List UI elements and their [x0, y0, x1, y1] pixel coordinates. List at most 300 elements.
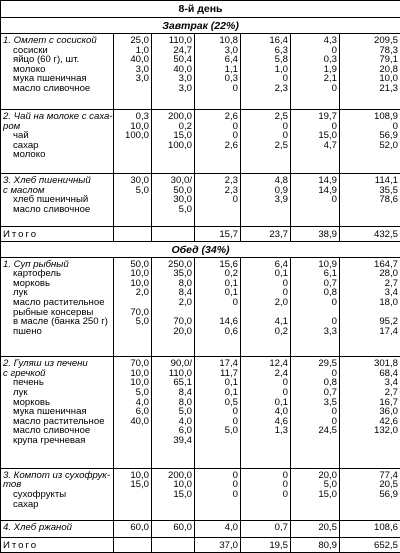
ingredient-value: 18,0 — [379, 296, 399, 308]
ingredient-name: мука пшеничная — [13, 73, 87, 85]
ingredient-value: 30,0 — [173, 194, 192, 206]
ingredient-value: 2,0 — [274, 296, 288, 308]
value-cell-col-6 — [291, 468, 340, 520]
ingredient-value: 0,6 — [224, 325, 238, 337]
ingredient-value: 0,2 — [224, 268, 238, 280]
ingredient-value: 68,4 — [379, 367, 399, 379]
value-cell-col-3 — [152, 257, 195, 357]
total-value-col-6: 80,9 — [291, 538, 340, 553]
dish-title: 4. Хлеб ржаной — [3, 522, 72, 534]
ingredient-name: масло сливочное — [13, 425, 91, 437]
ingredient-value: 5,0 — [178, 406, 192, 418]
ingredient-value: 3,0 — [224, 44, 238, 56]
dish-value: 110,0 — [168, 367, 192, 379]
value-cell-col-6 — [291, 110, 340, 174]
total-value-col-7: 432,5 — [340, 226, 400, 241]
ingredient-value: 28,0 — [379, 268, 399, 280]
value-cell-col-4 — [195, 174, 241, 226]
dish-name-cell — [1, 357, 114, 469]
value-cell-col-5 — [241, 521, 291, 538]
dish-name-cell — [1, 521, 114, 538]
ingredient-value: 6,3 — [274, 44, 288, 56]
ingredient-value: 14,9 — [318, 184, 337, 196]
dish-title: 1. Суп рыбный — [3, 258, 69, 270]
ingredient-value: 5,0 — [135, 316, 149, 328]
ingredient-value: 10,0 — [130, 367, 149, 379]
ingredient-value: 8,0 — [178, 277, 192, 289]
ingredient-value: 0,1 — [274, 396, 288, 408]
day-title: 8-й день — [1, 1, 400, 18]
value-cell-col-6 — [291, 257, 340, 357]
ingredient-value: 2,7 — [384, 387, 399, 399]
value-cell-col-4 — [195, 257, 241, 357]
ingredient-name: сахар — [13, 139, 39, 151]
value-cell-col-7 — [340, 257, 400, 357]
ingredient-name: масло растительное — [13, 415, 105, 427]
meal-header-row — [1, 241, 400, 257]
total-label: Итого — [1, 538, 114, 553]
ingredient-value: 3,4 — [384, 377, 399, 389]
ingredient-value: 1,0 — [135, 44, 149, 56]
ingredient-value: 24,7 — [173, 44, 192, 56]
value-cell-col-2 — [114, 110, 152, 174]
dish-value: 2,5 — [274, 111, 288, 123]
ingredient-value: 0,1 — [224, 387, 238, 399]
ingredient-value: 40,0 — [130, 415, 149, 427]
dish-name-cell — [1, 468, 114, 520]
ingredient-name: морковь — [13, 277, 51, 289]
ingredient-value: 1,9 — [323, 63, 337, 75]
dish-value: 60,0 — [130, 522, 149, 534]
dish-value: 0 — [282, 469, 288, 481]
ingredient-value: 0 — [331, 296, 337, 308]
ingredient-value: 14,6 — [219, 316, 238, 328]
ingredient-value: 10,0 — [173, 479, 192, 491]
dish-value: 19,7 — [318, 111, 337, 123]
value-cell-col-7 — [340, 357, 400, 469]
ingredient-value: 15,0 — [318, 130, 337, 142]
dish-row — [1, 521, 400, 538]
ingredient-value: 0 — [282, 287, 288, 299]
ingredient-value: 0 — [232, 296, 238, 308]
ingredient-value: 0,1 — [224, 377, 238, 389]
ingredient-value: 3,5 — [323, 396, 337, 408]
ingredient-name: лук — [13, 287, 28, 299]
value-cell-col-3 — [152, 521, 195, 538]
ingredient-value: 4,0 — [274, 406, 288, 418]
ingredient-value: 2,3 — [274, 82, 288, 94]
ingredient-name: молоко — [13, 149, 46, 161]
dish-row — [1, 174, 400, 226]
dish-value: 20,0 — [318, 469, 337, 481]
ingredient-value: 3,4 — [384, 287, 399, 299]
ingredient-name: масло сливочное — [13, 203, 91, 215]
dish-title: тов — [3, 479, 22, 491]
value-cell-col-5 — [241, 357, 291, 469]
value-cell-col-5 — [241, 174, 291, 226]
ingredient-value: 10,0 — [130, 120, 149, 132]
ingredient-value: 0 — [232, 194, 238, 206]
ingredient-value: 0 — [331, 367, 337, 379]
dish-value: 90,0/ — [170, 358, 192, 370]
ingredient-value: 0,2 — [274, 325, 288, 337]
ingredient-value: 132,0 — [374, 425, 399, 437]
value-cell-col-6 — [291, 34, 340, 110]
dish-title: ром — [3, 120, 21, 132]
ingredient-value: 0 — [232, 406, 238, 418]
dish-value: 108,9 — [374, 111, 399, 123]
ingredient-value: 6,0 — [135, 406, 149, 418]
ingredient-value: 78,6 — [379, 194, 399, 206]
ingredient-value: 0 — [282, 377, 288, 389]
value-cell-col-2 — [114, 257, 152, 357]
ingredient-value: 17,4 — [379, 325, 399, 337]
ingredient-value: 3,9 — [274, 194, 288, 206]
dish-value: 2,3 — [224, 175, 238, 187]
dish-title: 2. Чай на молоке с саха- — [3, 111, 113, 123]
ingredient-value: 2,0 — [178, 296, 192, 308]
ingredient-value: 3,0 — [178, 73, 192, 85]
ingredient-value: 0,8 — [323, 287, 337, 299]
meal-header-row — [1, 18, 400, 34]
value-cell-col-2 — [114, 521, 152, 538]
ingredient-value: 15,0 — [173, 489, 192, 501]
total-value-col-6: 38,9 — [291, 226, 340, 241]
ingredient-name: сухофрукты — [13, 489, 67, 501]
ingredient-value: 11,7 — [220, 367, 238, 379]
ingredient-value: 40,0 — [173, 63, 192, 75]
dish-value: 200,0 — [167, 111, 192, 123]
total-value-col-3 — [152, 538, 195, 553]
dish-value: 20,5 — [318, 522, 337, 534]
ingredient-value: 42,6 — [379, 415, 399, 427]
ingredient-value: 0 — [232, 130, 238, 142]
ingredient-value: 3,0 — [178, 82, 192, 94]
dish-value: 110,0 — [168, 35, 192, 46]
dish-title: 2. Гуляш из печени — [3, 358, 88, 370]
ingredient-value: 2,3 — [224, 184, 238, 196]
ingredient-name: сахар — [13, 498, 39, 510]
dish-value: 209,5 — [374, 35, 399, 46]
ingredient-value: 0 — [331, 82, 337, 94]
dish-value: 4,8 — [274, 175, 288, 187]
ingredient-value: 1,1 — [224, 63, 238, 75]
ingredient-value: 1,3 — [274, 425, 288, 437]
total-value-col-3 — [152, 226, 195, 241]
dish-value: 10,9 — [318, 258, 337, 270]
ingredient-value: 70,0 — [130, 306, 149, 318]
ingredient-value: 0,3 — [135, 111, 149, 123]
ingredient-value: 1,0 — [274, 63, 288, 75]
ingredient-value: 95,2 — [379, 316, 399, 328]
dish-title: с гречкой — [3, 367, 46, 379]
value-cell-col-4 — [195, 357, 241, 469]
ingredient-value: 0,7 — [323, 387, 337, 399]
ingredient-name: масло сливочное — [13, 82, 91, 94]
ingredient-value: 3,0 — [135, 73, 149, 85]
ingredient-value: 10,0 — [379, 73, 399, 85]
dish-value: 60,0 — [173, 522, 192, 534]
ingredient-value: 79,1 — [379, 54, 399, 66]
ingredient-value: 8,4 — [178, 387, 192, 399]
ingredient-value: 6,4 — [224, 54, 238, 66]
ingredient-name: хлеб пшеничный — [13, 194, 89, 206]
ingredient-value: 0,5 — [224, 396, 238, 408]
ingredient-value: 52,0 — [379, 139, 399, 151]
ingredient-value: 0 — [331, 415, 337, 427]
dish-value: 29,5 — [318, 358, 337, 370]
dish-value: 250,0 — [167, 258, 192, 270]
ingredient-value: 5,0 — [178, 203, 192, 215]
ingredient-value: 15,0 — [318, 489, 337, 501]
ingredient-value: 4,0 — [178, 415, 192, 427]
ingredient-value: 0,7 — [323, 277, 337, 289]
ingredient-value: 0 — [331, 406, 337, 418]
total-value-col-2 — [114, 226, 152, 241]
ingredient-value: 10,0 — [130, 277, 149, 289]
ingredient-value: 50,0 — [130, 258, 149, 270]
ingredient-value: 0 — [331, 120, 337, 132]
ingredient-value: 10,0 — [130, 268, 149, 280]
ingredient-name: печень — [13, 377, 44, 389]
value-cell-col-3 — [152, 357, 195, 469]
total-value-col-2 — [114, 538, 152, 553]
value-cell-col-2 — [114, 174, 152, 226]
ingredient-value: 6,0 — [178, 425, 192, 437]
ingredient-name: масло растительное — [13, 296, 105, 308]
value-cell-col-4 — [195, 521, 241, 538]
ingredient-value: 0,3 — [224, 73, 238, 85]
ingredient-value: 0 — [282, 130, 288, 142]
ingredient-value: 5,0 — [135, 184, 149, 196]
ingredient-value: 0 — [331, 316, 337, 328]
value-cell-col-3 — [152, 110, 195, 174]
dish-name-cell — [1, 34, 114, 110]
ingredient-value: 4,0 — [135, 396, 149, 408]
ingredient-value: 0,1 — [224, 287, 238, 299]
ingredient-value: 4,1 — [274, 316, 288, 328]
ingredient-value: 8,0 — [178, 396, 192, 408]
ingredient-value: 0,2 — [178, 120, 192, 132]
value-cell-col-3 — [152, 34, 195, 110]
ingredient-name: чай — [13, 130, 29, 142]
ingredient-value: 5,0 — [224, 425, 238, 437]
ingredient-name: картофель — [13, 268, 61, 280]
ingredient-value: 6,1 — [323, 268, 337, 280]
dish-value: 6,4 — [274, 258, 288, 270]
dish-value: 0,7 — [274, 522, 288, 534]
value-cell-col-6 — [291, 521, 340, 538]
value-cell-col-4 — [195, 34, 241, 110]
ingredient-value: 15,0 — [130, 479, 149, 491]
ingredient-value: 2,7 — [384, 277, 399, 289]
ingredient-name: яйцо (60 г), шт. — [13, 54, 80, 66]
value-cell-col-6 — [291, 357, 340, 469]
ingredient-value: 56,9 — [379, 130, 399, 142]
ingredient-value: 40,0 — [130, 54, 149, 66]
dish-row — [1, 34, 400, 110]
dish-value: 17,4 — [219, 358, 238, 370]
ingredient-value: 21,3 — [379, 82, 399, 94]
ingredient-value: 39,4 — [173, 435, 192, 446]
ingredient-value: 36,0 — [379, 406, 399, 418]
ingredient-value: 15,0 — [173, 130, 192, 142]
total-value-col-5: 23,7 — [241, 226, 291, 241]
ingredient-value: 4,6 — [274, 415, 288, 427]
ingredient-value: 10,0 — [130, 377, 149, 389]
spacer-line — [293, 308, 337, 318]
ingredient-value: 0,1 — [274, 268, 288, 280]
dish-value: 108,6 — [374, 522, 399, 534]
ingredient-value: 0 — [232, 489, 238, 501]
value-cell-col-3 — [152, 468, 195, 520]
value-cell-col-2 — [114, 357, 152, 469]
ingredient-value: 5,0 — [135, 387, 149, 399]
ingredient-value: 70,0 — [130, 358, 149, 370]
dish-name-cell — [1, 257, 114, 357]
value-cell-col-7 — [340, 174, 400, 226]
value-cell-col-2 — [114, 34, 152, 110]
total-row — [1, 226, 400, 241]
ingredient-value: 20,5 — [379, 479, 399, 491]
meal-title: Завтрак (22%) — [1, 18, 400, 34]
ingredient-value: 2,0 — [135, 287, 149, 299]
dish-value: 16,4 — [269, 35, 288, 46]
ingredient-value: 0 — [282, 489, 288, 501]
dish-value: 4,3 — [323, 35, 337, 46]
day-title-row — [1, 1, 400, 18]
total-value-col-4: 37,0 — [195, 538, 241, 553]
value-cell-col-7 — [340, 34, 400, 110]
dish-value: 164,7 — [374, 258, 399, 270]
value-cell-col-5 — [241, 468, 291, 520]
ingredient-value: 100,0 — [124, 130, 149, 142]
ingredient-value: 0 — [232, 479, 238, 491]
value-cell-col-7 — [340, 110, 400, 174]
ingredient-value: 35,5 — [379, 184, 399, 196]
ingredient-value: 8,4 — [178, 287, 192, 299]
ingredient-value: 0 — [282, 277, 288, 289]
ingredient-value: 2,1 — [323, 73, 337, 85]
total-row — [1, 538, 400, 553]
ingredient-value: 5,0 — [323, 479, 337, 491]
dish-value: 114,1 — [374, 175, 399, 187]
ingredient-value: 0 — [232, 82, 238, 94]
dish-value: 10,8 — [219, 35, 238, 46]
dish-name-cell — [1, 110, 114, 174]
ingredient-name: крупа гречневая — [13, 435, 86, 446]
value-cell-col-4 — [195, 110, 241, 174]
value-cell-col-6 — [291, 174, 340, 226]
ingredient-name: мука пшеничная — [13, 406, 87, 418]
dish-value: 200,0 — [167, 469, 192, 481]
value-cell-col-7 — [340, 468, 400, 520]
dish-row — [1, 257, 400, 357]
dish-value: 14,9 — [318, 175, 337, 187]
dish-row — [1, 357, 400, 469]
ingredient-value: 10,0 — [130, 469, 149, 481]
value-cell-col-3 — [152, 174, 195, 226]
ingredient-value: 0 — [331, 44, 337, 56]
ingredient-value: 70,0 — [173, 316, 192, 328]
ingredient-value: 2,6 — [224, 139, 238, 151]
ingredient-value: 4,7 — [323, 139, 337, 151]
total-value-col-5: 19,5 — [241, 538, 291, 553]
ingredient-value: 35,0 — [173, 268, 192, 280]
ingredient-value: 0 — [282, 479, 288, 491]
total-label: Итого — [1, 226, 114, 241]
ingredient-value: 0 — [331, 194, 337, 206]
ingredient-value: 25,0 — [130, 35, 149, 46]
ingredient-value: 50,4 — [173, 54, 192, 66]
ingredient-value: 30,0 — [130, 175, 149, 187]
value-cell-col-5 — [241, 34, 291, 110]
ingredient-value: 20,8 — [379, 63, 399, 75]
ingredient-value: 2,4 — [274, 367, 288, 379]
dish-value: 0 — [232, 469, 238, 481]
value-cell-col-5 — [241, 110, 291, 174]
value-cell-col-4 — [195, 468, 241, 520]
dish-row — [1, 110, 400, 174]
ingredient-value: 56,9 — [379, 489, 399, 501]
dish-title: 3. Компот из сухофрук- — [3, 469, 111, 481]
ingredient-value: 0 — [232, 415, 238, 427]
ingredient-name: рыбные консервы — [13, 306, 94, 318]
ingredient-value: 3,0 — [135, 63, 149, 75]
dish-title: 3. Хлеб пшеничный — [3, 175, 91, 187]
ingredient-value: 20,0 — [173, 325, 192, 337]
ingredient-value: 0,9 — [274, 184, 288, 196]
ingredient-value: 0 — [282, 387, 288, 399]
ingredient-value: 0 — [232, 120, 238, 132]
total-value-col-7: 652,5 — [340, 538, 400, 553]
ingredient-value: 24,5 — [318, 425, 337, 437]
ingredient-value: 5,8 — [274, 54, 288, 66]
value-cell-col-5 — [241, 257, 291, 357]
dish-value: 4,0 — [224, 522, 238, 534]
value-cell-col-7 — [340, 521, 400, 538]
dish-value: 12,4 — [269, 358, 288, 370]
ingredient-value: 2,5 — [274, 139, 288, 151]
ingredient-name: лук — [13, 387, 28, 399]
ingredient-value: 0 — [392, 120, 399, 132]
meal-title: Обед (34%) — [1, 241, 400, 257]
ingredient-value: 0,8 — [323, 377, 337, 389]
dish-value: 30,0/ — [170, 175, 192, 187]
ingredient-value: 0 — [282, 120, 288, 132]
dish-title: с маслом — [3, 184, 45, 196]
dish-title: 1. Омлет с сосиской — [3, 35, 97, 46]
ingredient-name: морковь — [13, 396, 51, 408]
ingredient-name: молоко — [13, 63, 46, 75]
ingredient-value: 0,1 — [224, 277, 238, 289]
dish-name-cell — [1, 174, 114, 226]
ingredient-value: 0 — [282, 73, 288, 85]
value-cell-col-2 — [114, 468, 152, 520]
ingredient-value: 16,7 — [379, 396, 399, 408]
ingredient-name: пшено — [13, 325, 42, 337]
ingredient-name: в масле (банка 250 г) — [13, 316, 108, 328]
dish-value: 301,8 — [374, 358, 399, 370]
ingredient-name: сосиски — [13, 44, 48, 56]
ingredient-value: 65,1 — [173, 377, 192, 389]
total-value-col-4: 15,7 — [195, 226, 241, 241]
dish-value: 15,6 — [219, 258, 238, 270]
ingredient-value: 78,3 — [379, 44, 399, 56]
dish-value: 50,0 — [173, 184, 192, 196]
dish-row — [1, 468, 400, 520]
dish-value: 2,6 — [224, 111, 238, 123]
